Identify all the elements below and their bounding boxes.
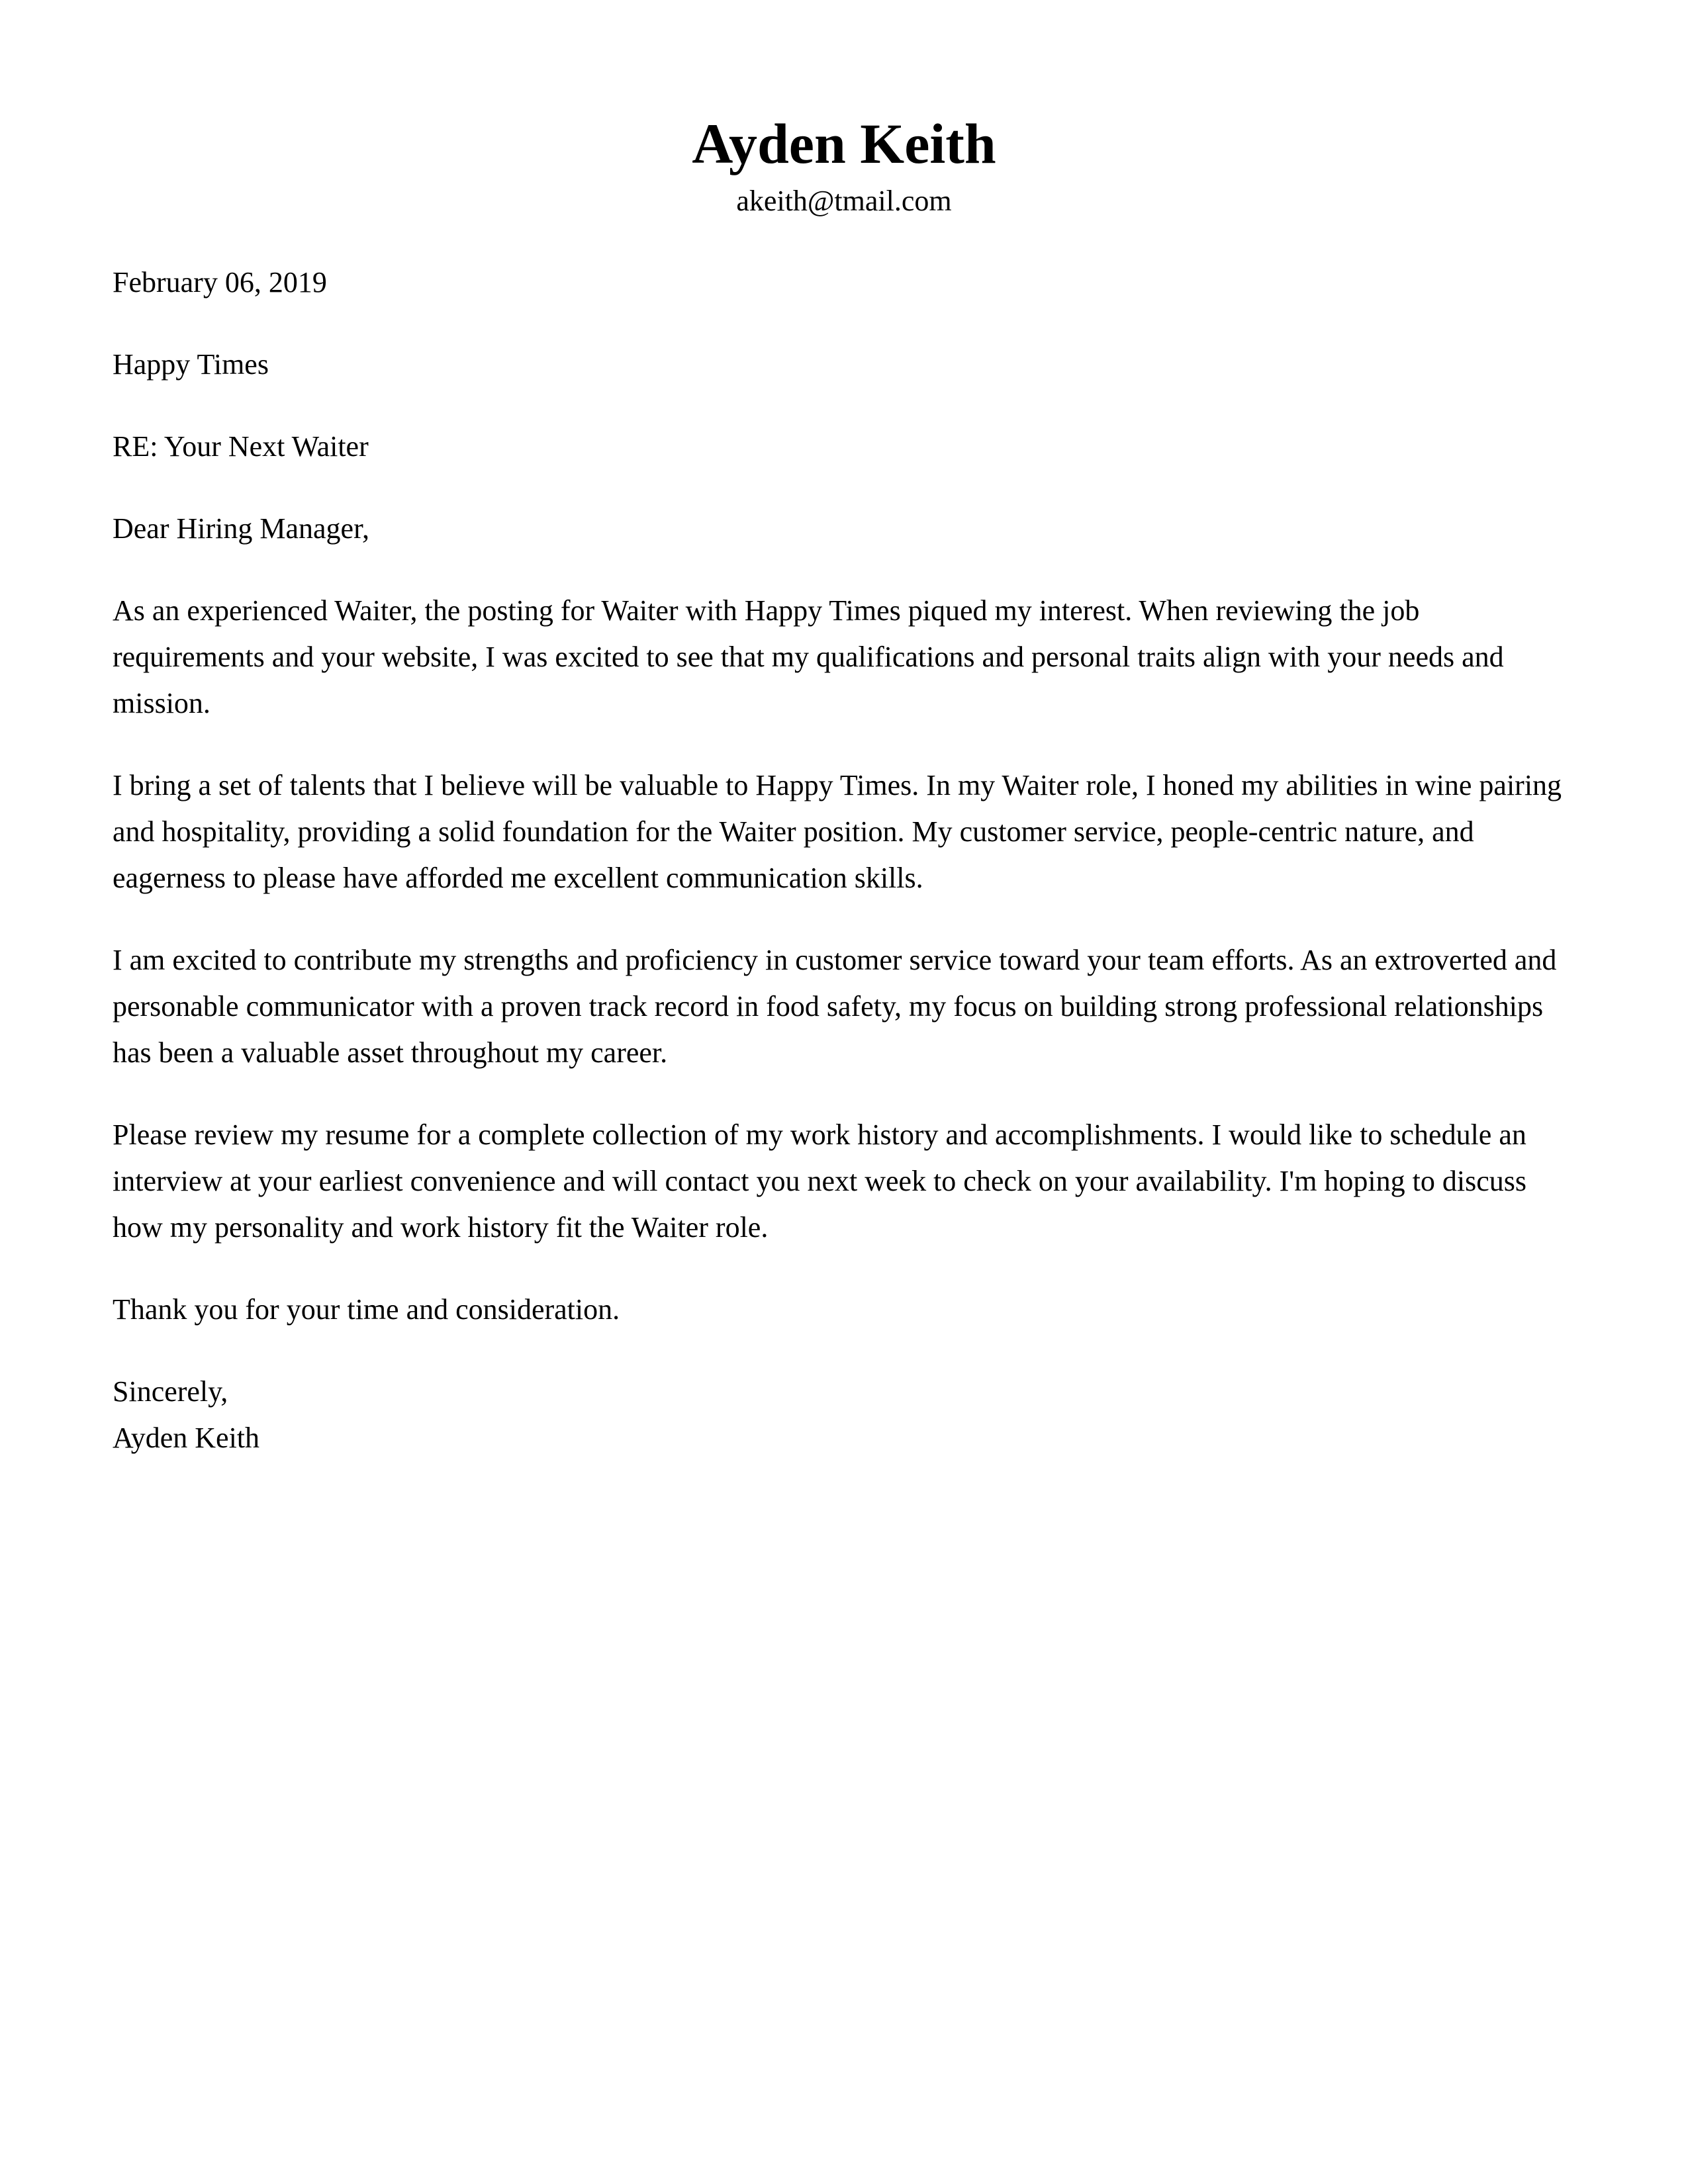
subject-line: RE: Your Next Waiter bbox=[113, 430, 369, 463]
body-paragraph: Please review my resume for a complete collection of my work history and accomplishments. I would like to schedule an interview at your earliest convenience and will contact you next week to check on your availability. I'm hoping to discuss how my personality and work history fit the Waiter role. bbox=[113, 1118, 1526, 1244]
body-paragraph: I am excited to contribute my strengths and proficiency in customer service toward your team efforts. As an extroverted and personable communicator with a proven track record in food safety, my focus on building strong professional relationships has been a valuable asset throughout my career. bbox=[113, 944, 1557, 1069]
recipient-name: Happy Times bbox=[113, 348, 269, 381]
body-paragraph: As an experienced Waiter, the posting for Waiter with Happy Times piqued my interest. When reviewing the job requirements and your website, I was excited to see that my qualifications and personal traits align with your needs and mission. bbox=[113, 594, 1504, 719]
letter-body bbox=[113, 259, 1575, 1461]
body-paragraph: I bring a set of talents that I believe will be valuable to Happy Times. In my Waiter role, I honed my abilities in wine pairing and hospitality, providing a solid foundation for the Waiter position. My customer service, people-centric nature, and eagerness to please have afforded me excellent communication skills. bbox=[113, 769, 1562, 894]
closing-line: Thank you for your time and consideration. bbox=[113, 1293, 620, 1326]
applicant-email: akeith@tmail.com bbox=[736, 185, 952, 217]
salutation: Dear Hiring Manager, bbox=[113, 512, 369, 545]
signoff: Sincerely, bbox=[113, 1375, 228, 1408]
letter-header bbox=[113, 109, 1575, 224]
letter-date: February 06, 2019 bbox=[113, 266, 327, 298]
applicant-name: Ayden Keith bbox=[692, 112, 996, 175]
signature-name: Ayden Keith bbox=[113, 1422, 260, 1454]
